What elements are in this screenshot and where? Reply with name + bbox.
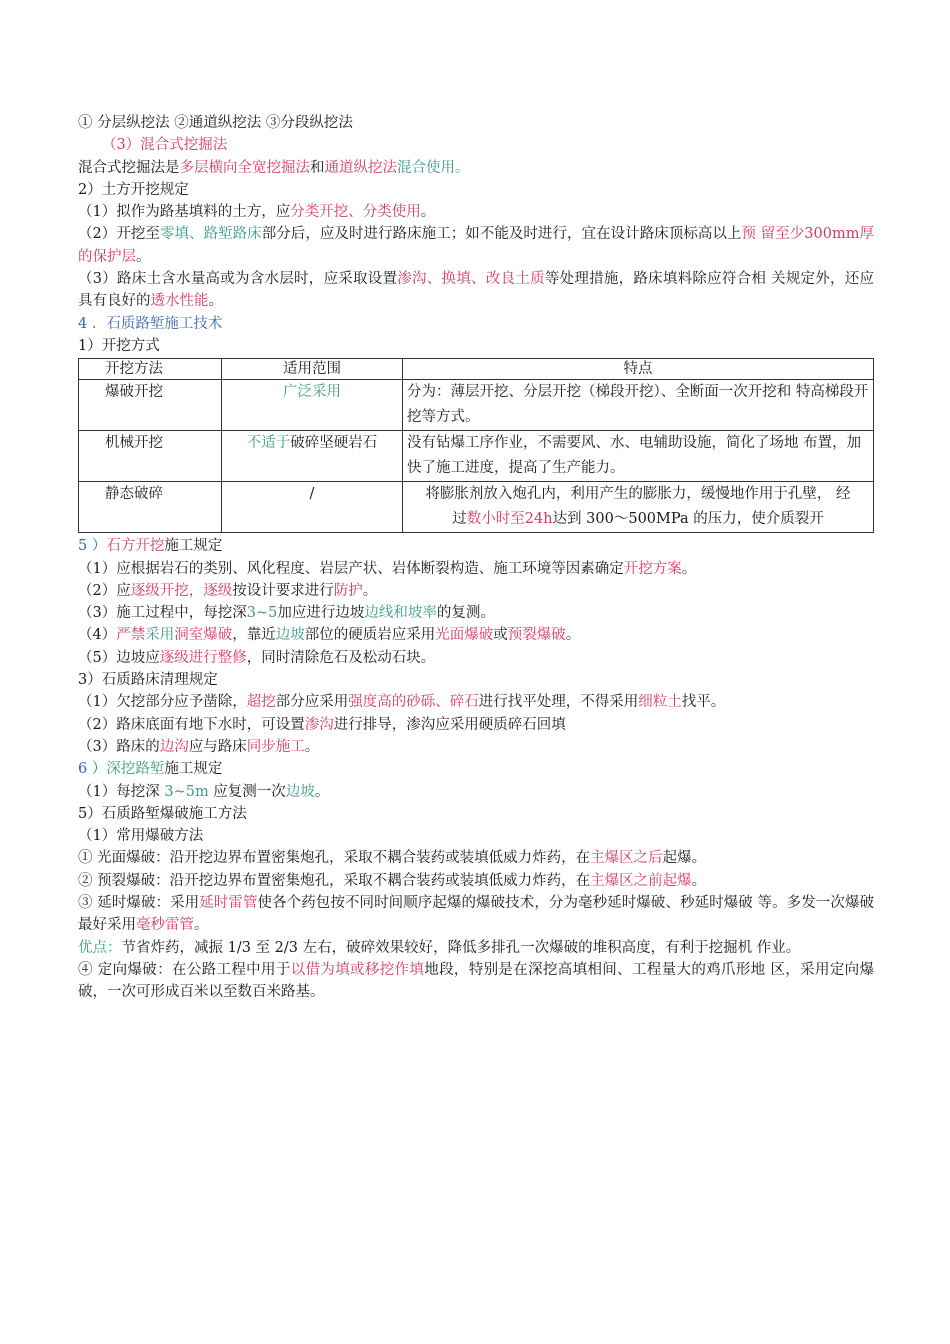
text-run: 强度高的砂砾、碎石 — [348, 694, 479, 711]
feature-cell — [403, 482, 874, 533]
text-run: 以借为填或移挖作填 — [290, 961, 425, 978]
text-run: 和 — [310, 159, 325, 176]
text-run: （3）路床的 — [78, 738, 160, 755]
text-run: 边坡 — [285, 783, 315, 800]
text-run: （3）路床土含水量高或为含水层时，应采取设置 — [78, 271, 398, 288]
feature-cell: 没有钻爆工序作业，不需要风、水、电辅助设施，简化了场地 布置，加快了施工进度，提高了生产能力。 — [403, 431, 874, 482]
method-cell: 静态破碎 — [79, 482, 222, 533]
text-run: 边沟 — [159, 738, 189, 755]
text-run: 。 — [565, 627, 581, 644]
rock-cutting-heading: 4 ．石质路堑施工技术 — [78, 315, 223, 332]
text-run: 延时雷管 — [199, 895, 258, 912]
text-run: / — [309, 486, 315, 503]
text-run: （2）应 — [78, 582, 131, 599]
text-run: 通道纵挖法 — [324, 159, 397, 176]
rock-rule-1 — [78, 558, 874, 580]
text-run: （1）应根据岩石的类别、风化程度、岩层产状、岩体断裂构造、施工环境等因素确定 — [78, 560, 624, 577]
text-run: 进行排导，渗沟应采用硬质碎石回填 — [333, 716, 566, 733]
subgrade-rule-3 — [78, 736, 874, 758]
text-run: （5）边坡应 — [78, 649, 160, 666]
rock-excavation-heading — [78, 535, 874, 557]
feature-line-b — [407, 507, 869, 532]
text-run: 洞室爆破 — [174, 627, 233, 644]
text-run: 开挖方案 — [623, 560, 682, 577]
text-run: （3）施工过程中，每挖深 — [78, 605, 247, 622]
table-header: 适用范围 — [222, 359, 403, 380]
rock-rule-4 — [78, 624, 874, 646]
method-cell: 机械开挖 — [79, 431, 222, 482]
text-run: 毫秒雷管 — [136, 917, 194, 934]
text-run: 透水性能 — [150, 293, 209, 310]
scope-cell — [222, 431, 403, 482]
text-run: 应复测一次 — [208, 783, 286, 800]
earthwork-rule-2 — [78, 223, 874, 268]
text-run: 部分后，应及时进行路床施工；如不能及时进行，宜在设计路床顶标高以上 — [261, 226, 742, 243]
subgrade-rule-2 — [78, 714, 874, 736]
table-header: 特点 — [403, 359, 874, 380]
text-run: 5）石质路堑爆破施工方法 — [78, 805, 247, 822]
text-run: （1）每挖深 — [78, 783, 165, 800]
text-run: 严禁 — [116, 627, 146, 644]
text-run: 多层横向全宽挖掘法 — [179, 159, 310, 176]
excavation-methods-line: ① 分层纵挖法 ②通道纵挖法 ③分段纵挖法 — [78, 115, 353, 131]
table-header: 开挖方法 — [79, 359, 222, 380]
directional-blasting-line — [78, 959, 874, 1004]
text-run: 节省炸药，减振 1/3 至 2/3 左右，破碎效果较好，降低多排孔一次爆破的堆积高度，有利于挖掘机 作业。 — [121, 939, 801, 956]
text-run: 施工规定 — [164, 761, 223, 778]
text-run: 。 — [136, 248, 151, 265]
presplit-blasting-line — [78, 870, 874, 892]
text-run: 石方开挖 — [106, 538, 165, 555]
table-row — [79, 482, 874, 533]
text-run: 加 — [277, 605, 292, 622]
text-run: （1）常用爆破方法 — [78, 828, 204, 845]
feature-cell: 分为：薄层开挖、分层开挖（梯段开挖）、全断面一次开挖和 特高梯段开挖等方式。 — [403, 380, 874, 431]
text-run: 按设计要求进行 — [232, 582, 334, 599]
text-run: ③ 延时爆破：采用 — [78, 895, 200, 912]
subgrade-rule-1 — [78, 691, 874, 713]
text-run: 零填、路堑路床 — [159, 226, 262, 243]
blasting-methods-heading — [78, 803, 874, 825]
mixed-method-line — [78, 157, 874, 179]
text-run: 预裂爆破 — [507, 627, 566, 644]
text-run: 广泛采用 — [283, 384, 341, 401]
text-run: 。 — [681, 560, 697, 577]
text-run: 找平。 — [681, 694, 726, 711]
deep-cutting-rule-1 — [78, 781, 874, 803]
text-run: 光面爆破 — [435, 627, 494, 644]
text-run: 边线和坡率 — [364, 605, 437, 622]
scope-cell — [222, 380, 403, 431]
text-run: ① 光面爆破：沿开挖边界布置密集炮孔，采取不耦合装药或装填低威力炸药，在 — [78, 850, 591, 867]
text-run: 防护 — [333, 582, 363, 599]
rock-rule-3 — [78, 602, 874, 624]
text-run: 3~5 — [246, 605, 278, 622]
text-run: 破碎坚硬岩石 — [290, 435, 378, 452]
text-run: 或 — [493, 627, 508, 644]
text-run: 主爆区之前起爆 — [590, 872, 692, 889]
text-run: 渗沟 — [304, 716, 334, 733]
text-run: 超挖 — [246, 694, 276, 711]
common-blasting-heading — [78, 825, 874, 847]
text-run: 深挖路堑 — [106, 761, 165, 778]
text-run: 使各个药包按不同时间顺序起爆的爆破技术，分为毫秒延时爆破、秒延时爆破 等。多发一次爆破最好采用 — [78, 895, 875, 934]
text-run: 等处理措施，路床填料除应符合相 关规定外，还应具有良好的 — [78, 271, 874, 310]
text-run: 细粒土 — [638, 694, 682, 711]
smooth-blasting-line — [78, 847, 874, 869]
scope-cell — [222, 482, 403, 533]
feature-line-a: 将膨胀剂放入炮孔内，利用产生的膨胀力，缓慢地作用于孔壁， 经 — [425, 486, 851, 503]
mixed-method-heading: （3）混合式挖掘法 — [102, 137, 228, 154]
deep-cutting-heading — [78, 758, 874, 780]
text-run: 的复测。 — [436, 605, 495, 622]
text-run: （2）路床底面有地下水时，可设置 — [78, 716, 305, 733]
document-page — [78, 112, 874, 1004]
text-run: 同步施工 — [246, 738, 305, 755]
text-run: 不适于 — [246, 435, 291, 452]
excavation-mode-heading: 1）开挖方式 — [78, 337, 160, 354]
text-run: 。 — [208, 293, 223, 310]
text-run: 部位的硬质岩应采用 — [304, 627, 436, 644]
text-run: ② 预裂爆破：沿开挖边界布置密集炮孔，采取不耦合装药或装填低威力炸药，在 — [78, 872, 591, 889]
text-run: 施工规定 — [164, 538, 223, 555]
delay-blasting-line — [78, 892, 874, 937]
earthwork-rule-3 — [78, 268, 874, 313]
table-header-row — [79, 359, 874, 380]
table-row — [79, 431, 874, 482]
text-run: 。 — [194, 917, 209, 934]
text-run: 过 — [452, 511, 467, 528]
text-run: 。 — [691, 872, 707, 889]
earthwork-rules-heading: 2）土方开挖规定 — [78, 181, 189, 198]
text-run: ，同时清除危石及松动石块。 — [246, 649, 436, 666]
text-run: 5 ） — [78, 538, 107, 555]
text-run: 渗沟、换填、改良土质 — [397, 271, 545, 288]
table-row — [79, 380, 874, 431]
text-run: 进行找平处理，不得采用 — [478, 694, 639, 711]
text-run: （1）拟作为路基填料的土方，应 — [78, 204, 291, 221]
text-run: 分类开挖、分类使用 — [290, 204, 421, 221]
text-run: 逐级进行整修 — [159, 649, 247, 666]
text-run: （1）欠挖部分应予凿除， — [78, 694, 247, 711]
text-run: 部分应采用 — [275, 694, 349, 711]
text-run: 数小时至24h — [466, 511, 553, 528]
text-run: 地段，特别是在深挖高填相间、工程量大的鸡爪形地 区，采用定向爆破，一次可形成百米以至数百米路基。 — [78, 961, 874, 1001]
text-run: 达到 300～500MPa 的压力，使介质裂开 — [552, 511, 824, 528]
text-run: 优点： — [78, 939, 122, 956]
text-run: 应进行边坡 — [291, 605, 365, 622]
text-run: 混合使用。 — [397, 159, 470, 176]
text-run: 应与路床 — [188, 738, 247, 755]
text-run: 起爆。 — [662, 850, 707, 867]
method-cell: 爆破开挖 — [79, 380, 222, 431]
rock-rule-2 — [78, 580, 874, 602]
text-run: 3）石质路床清理规定 — [78, 672, 218, 689]
excavation-methods-table — [78, 358, 874, 533]
text-run: （4） — [78, 627, 117, 644]
subgrade-clean-heading — [78, 669, 874, 691]
text-run: 混合式挖掘法是 — [78, 159, 180, 176]
text-run: 逐级开挖，逐级 — [130, 582, 233, 599]
text-run: ④ 定向爆破：在公路工程中用于 — [78, 961, 291, 978]
text-run: 3~5m — [164, 783, 209, 800]
text-run: （2）开挖至 — [78, 226, 160, 243]
text-run: 。 — [314, 783, 330, 800]
advantages-line — [78, 937, 874, 959]
text-run: 。 — [362, 582, 378, 599]
text-run: 边坡 — [275, 627, 305, 644]
text-run: 主爆区之后 — [590, 850, 663, 867]
rock-rule-5 — [78, 647, 874, 669]
text-run: 预 留至少300mm厚的保护层 — [78, 226, 874, 265]
text-run: 。 — [420, 204, 436, 221]
text-run: 。 — [304, 738, 320, 755]
earthwork-rule-1 — [78, 201, 874, 223]
text-run: 采用 — [145, 627, 175, 644]
text-run: 6 ） — [78, 761, 107, 778]
text-run: ，靠近 — [232, 627, 276, 644]
